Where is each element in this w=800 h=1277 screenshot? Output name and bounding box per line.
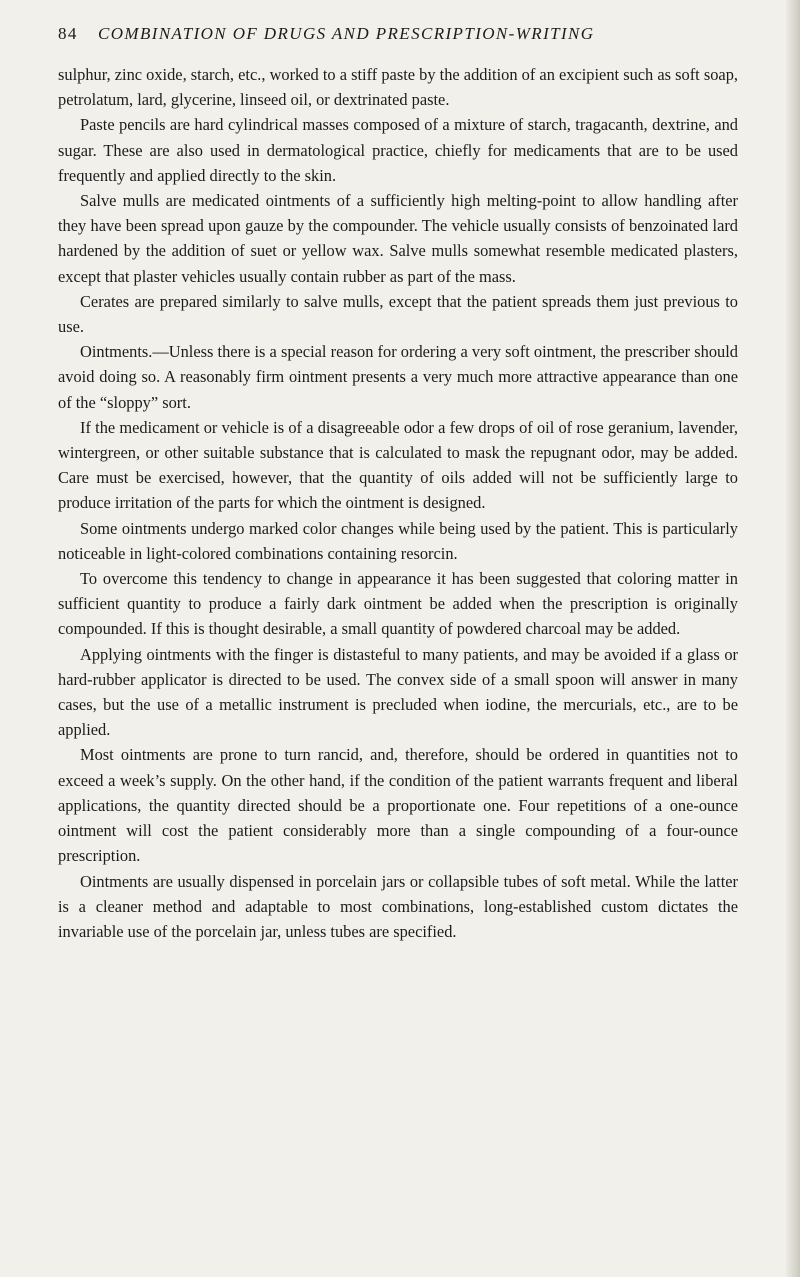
page-edge bbox=[786, 0, 800, 1277]
paragraph: If the medicament or vehicle is of a disagreeable odor a few drops of oil of rose geranium, lavender, wintergreen, or other suitable substance that is calculated to mask the repugnant odor, may be added. Care must be exercised, however, that the quantity of oils added will not be sufficiently large to produce irritation of the parts for which the ointment is designed. bbox=[58, 417, 738, 513]
paragraph: Cerates are prepared similarly to salve mulls, except that the patient spreads them just previous to use. bbox=[58, 291, 738, 337]
paragraph: Applying ointments with the finger is distasteful to many patients, and may be avoided if a glass or hard-rubber applicator is directed to be used. The convex side of a small spoon will answer in many cases, but the use of a metallic instrument is precluded when iodine, the mercurials, etc., are to be applied. bbox=[58, 644, 738, 740]
paragraph: To overcome this tendency to change in appearance it has been suggested that coloring matter in sufficient quantity to produce a fairly dark ointment be added when the prescription is originally compounded. If this is thought desirable, a small quantity of powdered charcoal may be added. bbox=[58, 569, 738, 639]
paragraph: Salve mulls are medicated ointments of a sufficiently high melting-point to allow handling after they have been spread upon gauze by the compounder. The vehicle usually consists of benzoinated lard hardened by the addition of suet or yellow wax. Salve mulls somewhat resemble medicated plasters, except that plaster vehicles usually contain rubber as part of the mass. bbox=[58, 191, 738, 286]
page-header bbox=[58, 18, 738, 48]
page-number: 84 bbox=[58, 24, 78, 43]
paragraph: Ointments.—Unless there is a special reason for ordering a very soft ointment, the prescriber should avoid doing so. A reasonably firm ointment presents a very much more attractive appearance than one of the “sloppy” sort. bbox=[58, 342, 738, 412]
page-body bbox=[58, 62, 738, 944]
paragraph: Paste pencils are hard cylindrical masses composed of a mixture of starch, tragacanth, dextrine, and sugar. These are also used in dermatological practice, chiefly for medicaments that are to be used frequently and applied directly to the skin. bbox=[58, 115, 738, 185]
paragraph: Ointments are usually dispensed in porcelain jars or collapsible tubes of soft metal. While the latter is a cleaner method and adaptable to most combinations, long-established custom dictates the invariable use of the porcelain jar, unless tubes are specified. bbox=[58, 871, 738, 941]
running-title: COMBINATION OF DRUGS AND PRESCRIPTION-WRITING bbox=[98, 24, 595, 43]
paragraph: Most ointments are prone to turn rancid, and, therefore, should be ordered in quantities not to exceed a week’s supply. On the other hand, if the condition of the patient warrants frequent and liberal applications, the quantity directed should be a proportionate one. Four repetitions of a one-ounce ointment will cost the patient considerably more than a single compounding of a four-ounce prescription. bbox=[58, 745, 738, 866]
paragraph: Some ointments undergo marked color changes while being used by the patient. This is particularly noticeable in light-colored combinations containing resorcin. bbox=[58, 518, 738, 563]
paragraph: sulphur, zinc oxide, starch, etc., worked to a stiff paste by the addition of an excipient such as soft soap, petrolatum, lard, glycerine, linseed oil, or dextrinated paste. bbox=[58, 65, 738, 110]
